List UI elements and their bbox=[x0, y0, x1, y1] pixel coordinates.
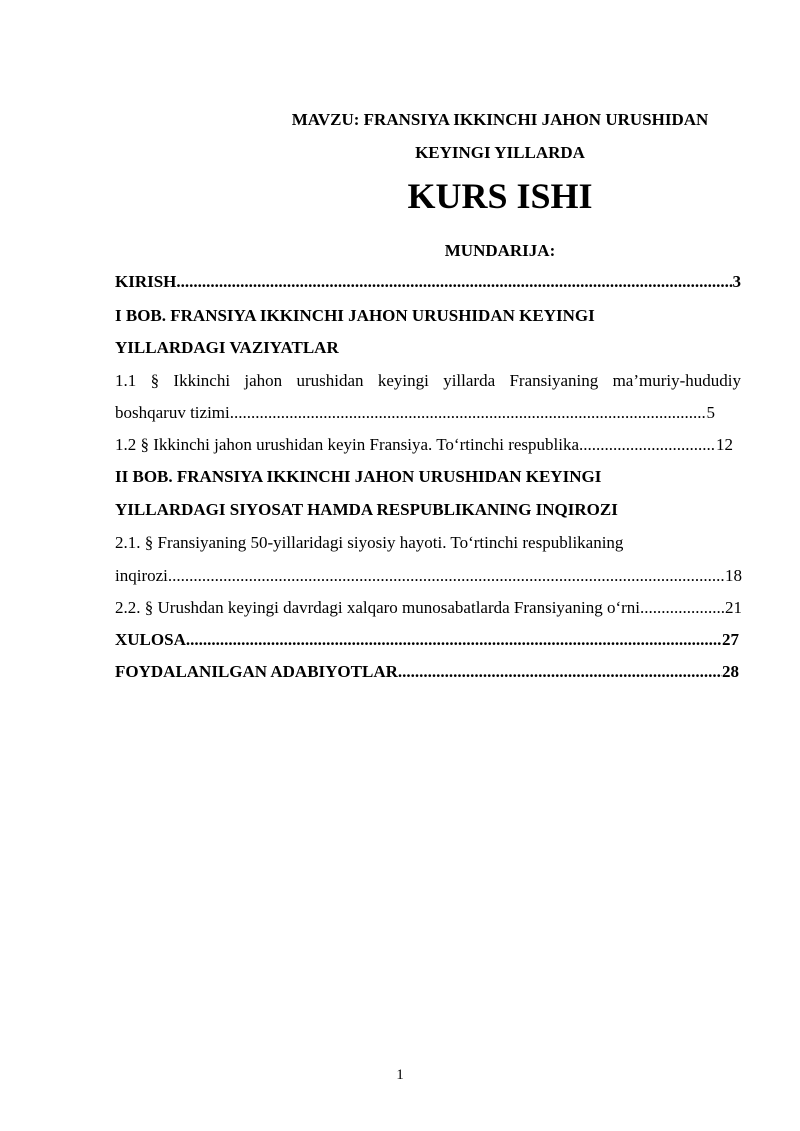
toc-entry-page: 12 bbox=[716, 435, 733, 454]
toc-section-1-2 bbox=[115, 435, 733, 455]
toc-entry-xulosa bbox=[115, 630, 739, 650]
toc-entry-title: inqirozi bbox=[115, 566, 168, 585]
toc-entry-page: 27 bbox=[722, 630, 739, 649]
toc-entry-title: boshqaruv tizimi bbox=[115, 403, 230, 422]
toc-chapter-1-line-2: YILLARDAGI VAZIYATLAR bbox=[115, 338, 339, 357]
topic-line-2: KEYINGI YILLARDA bbox=[415, 143, 585, 162]
toc-entry-title: 1.2 § Ikkinchi jahon urushidan keyin Fransiya. To‘rtinchi respublika bbox=[115, 435, 580, 454]
toc-leader-dots bbox=[176, 272, 732, 292]
toc-section-2-1-line-1: 2.1. § Fransiyaning 50-yillaridagi siyosiy hayoti. To‘rtinchi respublikaning bbox=[115, 533, 624, 552]
toc-section-2-1-line-2 bbox=[115, 566, 742, 586]
page-number: 1 bbox=[396, 1067, 404, 1083]
toc-entry-title: KIRISH bbox=[115, 272, 177, 291]
toc-section-1-1-line-2 bbox=[115, 403, 715, 423]
toc-entry-page: 3 bbox=[732, 272, 741, 291]
toc-entry-title: 2.2. § Urushdan keyingi davrdagi xalqaro munosabatlarda Fransiyaning o‘rni bbox=[115, 598, 640, 617]
toc-chapter-1-line-1: I BOB. FRANSIYA IKKINCHI JAHON URUSHIDAN KEYINGI bbox=[115, 306, 595, 325]
topic-line-1: MAVZU: FRANSIYA IKKINCHI JAHON URUSHIDAN bbox=[291, 110, 709, 129]
toc-chapter-2-line-2: YILLARDAGI SIYOSAT HAMDA RESPUBLIKANING INQIROZI bbox=[115, 500, 618, 519]
toc-entry-page: 21 bbox=[725, 598, 742, 617]
toc-entry-title: FOYDALANILGAN ADABIYOTLAR bbox=[115, 662, 398, 681]
toc-entry-kirish bbox=[115, 272, 741, 292]
toc-entry-page: 18 bbox=[725, 566, 742, 585]
toc-leader-dots bbox=[186, 630, 722, 650]
toc-leader-dots bbox=[640, 598, 725, 618]
toc-entry-title: XULOSA bbox=[115, 630, 186, 649]
toc-entry-page: 5 bbox=[706, 403, 715, 422]
toc-leader-dots bbox=[579, 435, 716, 455]
toc-entry-adabiyotlar bbox=[115, 662, 739, 682]
toc-section-1-1-line-1: 1.1 § Ikkinchi jahon urushidan keyingi yillarda Fransiyaning ma’muriy-hududiy bbox=[115, 371, 741, 390]
toc-leader-dots bbox=[398, 662, 722, 682]
toc-heading: MUNDARIJA: bbox=[444, 241, 556, 260]
toc-entry-page: 28 bbox=[722, 662, 739, 681]
document-title: KURS ISHI bbox=[407, 176, 593, 216]
toc-chapter-2-line-1: II BOB. FRANSIYA IKKINCHI JAHON URUSHIDAN KEYINGI bbox=[115, 467, 602, 486]
toc-leader-dots bbox=[230, 403, 707, 423]
toc-leader-dots bbox=[168, 566, 725, 586]
toc-section-2-2 bbox=[115, 598, 742, 618]
